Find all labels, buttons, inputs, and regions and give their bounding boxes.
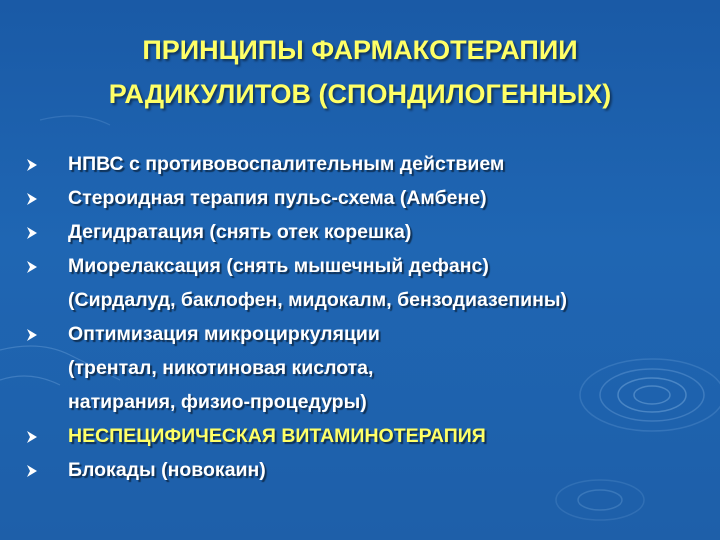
list-item-text-continued: (трентал, никотиновая кислота, <box>68 357 374 379</box>
list-item-text: Дегидратация (снять отек корешка) <box>68 221 412 243</box>
list-item-text: Оптимизация микроциркуляции <box>68 323 380 345</box>
arrowhead-bullet-icon <box>26 227 38 239</box>
arrowhead-bullet-icon <box>26 465 38 477</box>
title-line-1: ПРИНЦИПЫ ФАРМАКОТЕРАПИИ <box>142 35 578 65</box>
list-item-text: Блокады (новокаин) <box>68 459 266 481</box>
list-item <box>26 249 716 317</box>
arrowhead-bullet-icon <box>26 193 38 205</box>
list-item <box>26 147 716 181</box>
arrowhead-bullet-icon <box>26 329 38 341</box>
list-item-highlighted <box>26 419 716 453</box>
bullet-list <box>26 147 716 487</box>
arrowhead-bullet-icon <box>26 261 38 273</box>
arrowhead-bullet-icon <box>26 431 38 443</box>
arrowhead-bullet-icon <box>26 159 38 171</box>
title-line-2: РАДИКУЛИТОВ (СПОНДИЛОГЕННЫХ) <box>108 79 612 109</box>
slide-title <box>0 28 720 116</box>
list-item-text-continued: (Сирдалуд, баклофен, мидокалм, бензодиазепины) <box>68 289 568 311</box>
list-item <box>26 215 716 249</box>
list-item-text-continued: натирания, физио-процедуры) <box>68 391 367 413</box>
list-item-text: НЕСПЕЦИФИЧЕСКАЯ ВИТАМИНОТЕРАПИЯ <box>68 425 486 447</box>
list-item <box>26 317 716 419</box>
list-item <box>26 181 716 215</box>
list-item-text: Миорелаксация (снять мышечный дефанс) <box>68 255 489 277</box>
list-item <box>26 453 716 487</box>
list-item-text: НПВС с противовоспалительным действием <box>68 153 505 175</box>
list-item-text: Стероидная терапия пульс-схема (Амбене) <box>68 187 487 209</box>
